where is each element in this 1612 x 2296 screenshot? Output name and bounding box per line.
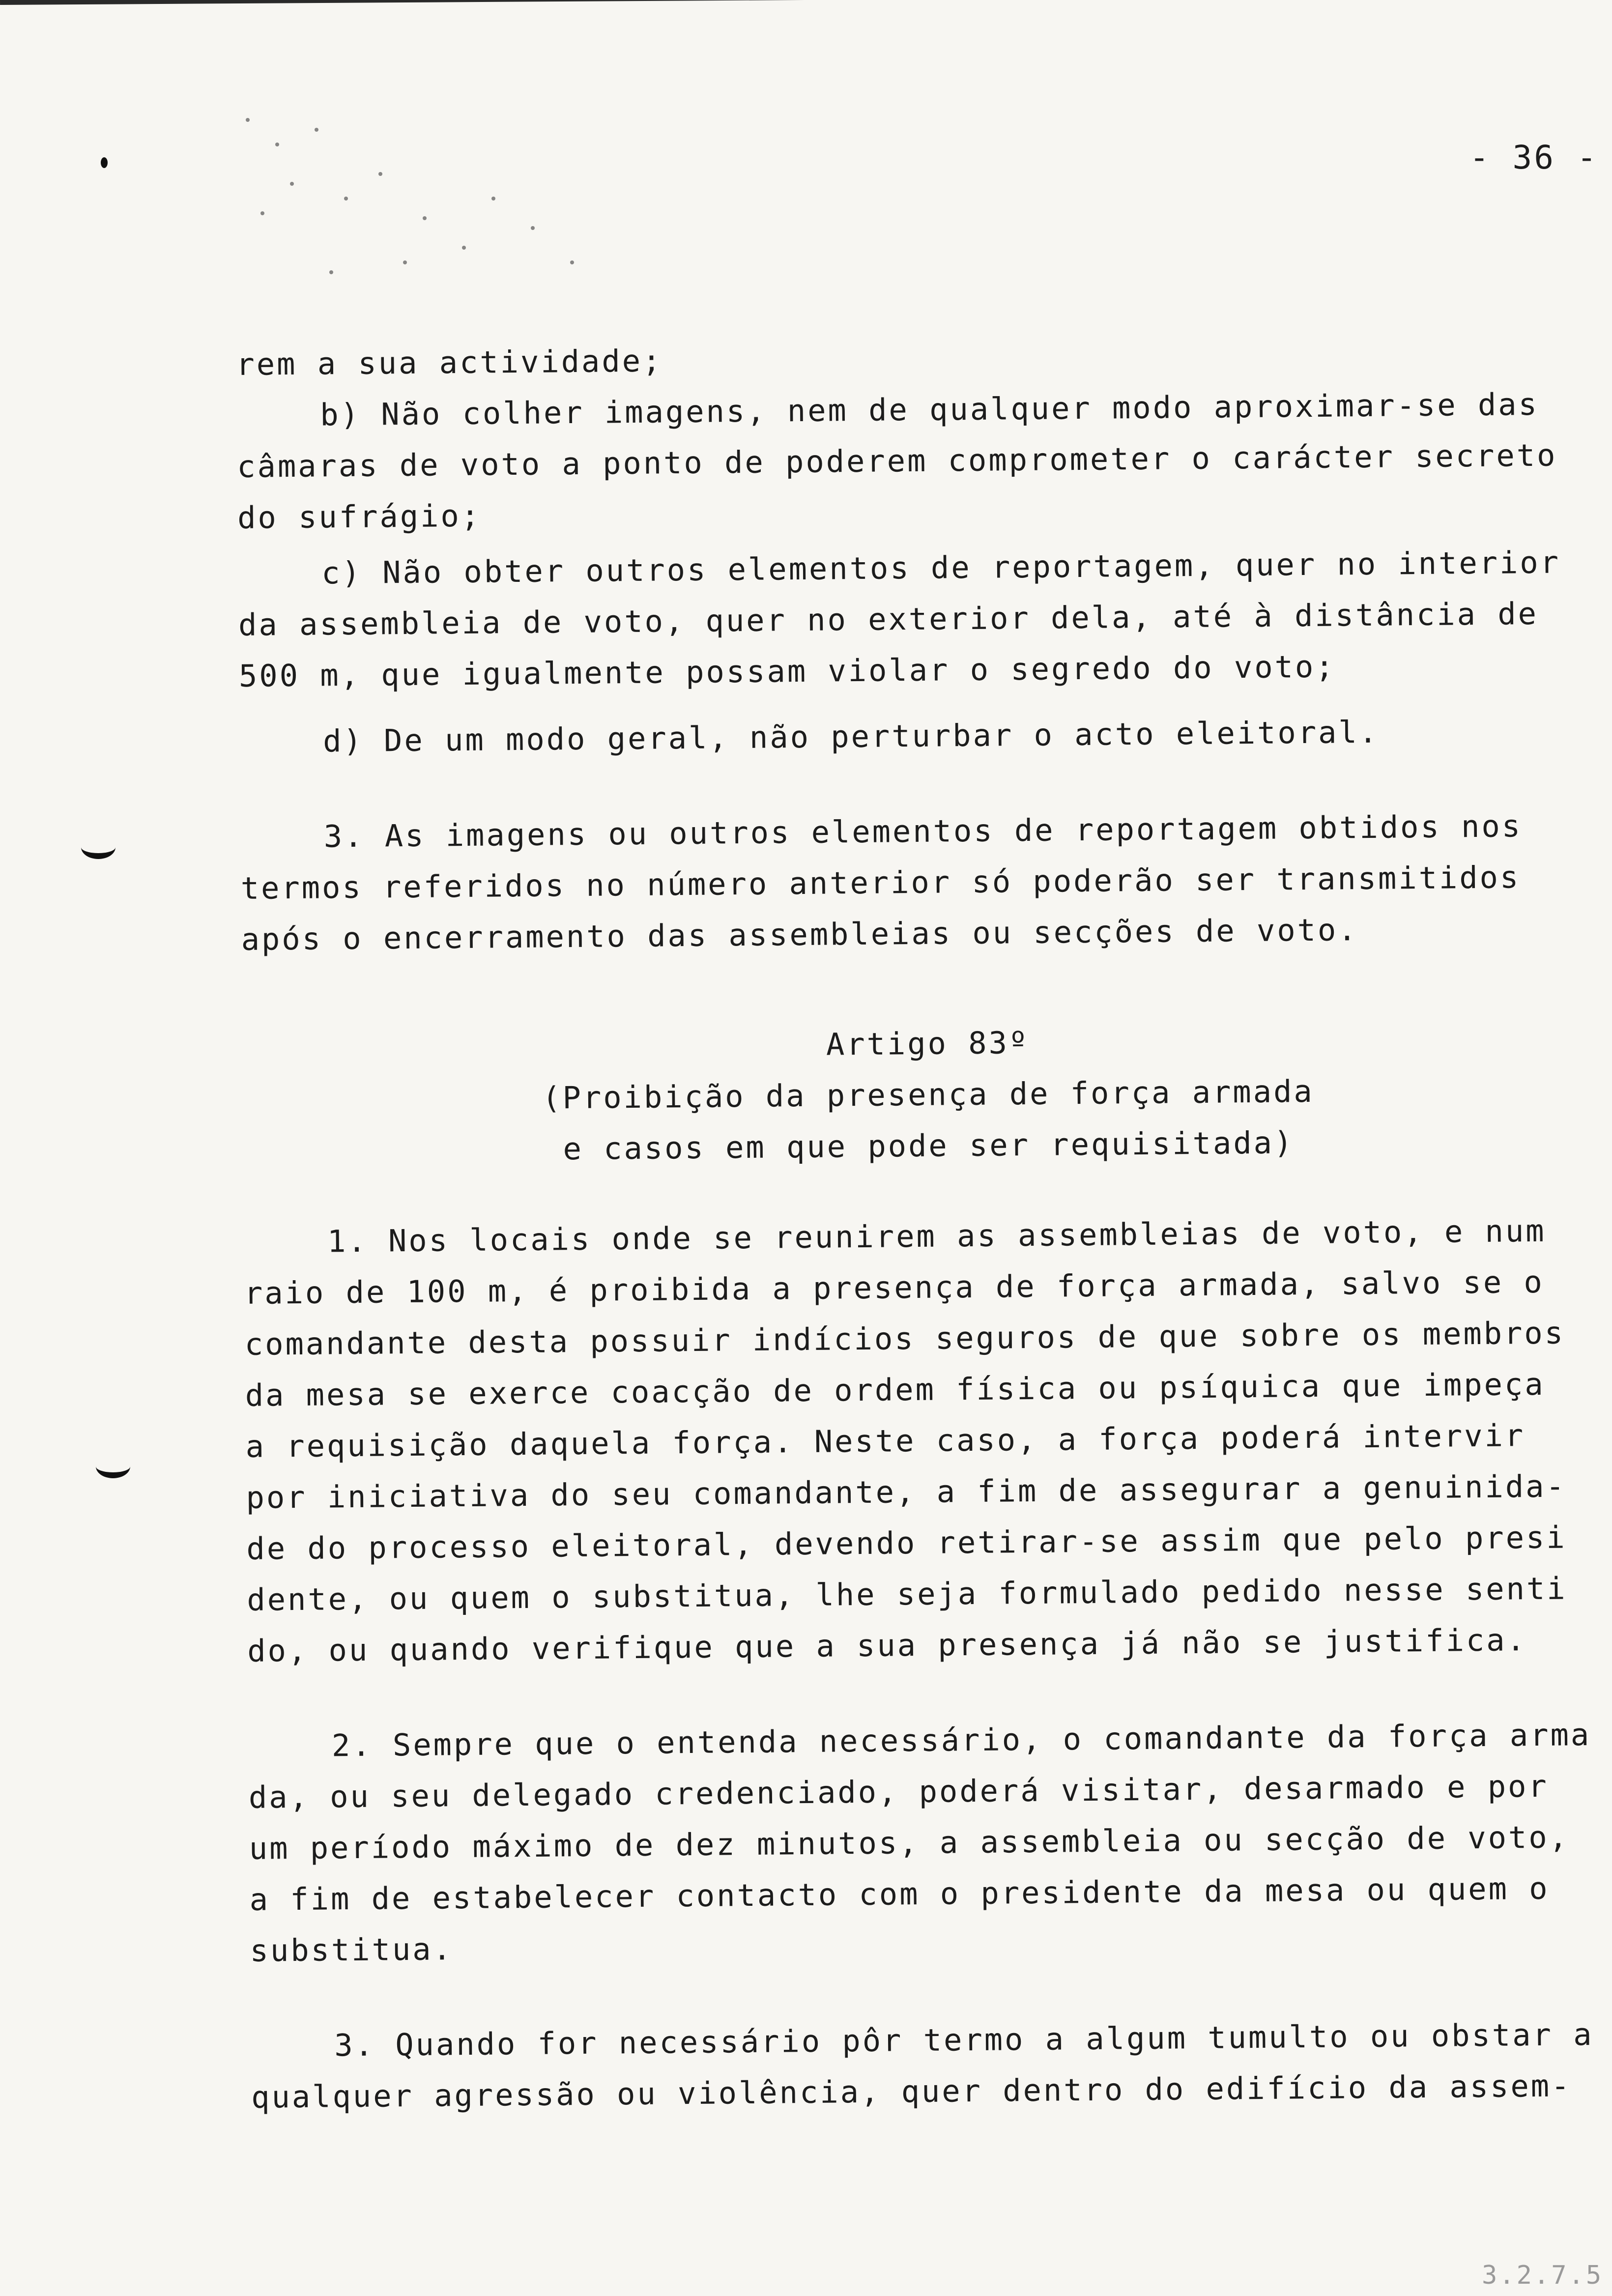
text-line: substitua. <box>250 1931 454 1969</box>
margin-mark <box>96 1455 130 1478</box>
text-line: por iniciativa do seu comandante, a fim de assegurar a genuinida- <box>246 1468 1567 1516</box>
document-body <box>236 327 1612 2123</box>
text-line: após o encerramento das assembleias ou secções de voto. <box>241 912 1358 957</box>
text-line: câmaras de voto a ponto de poderem comprometer o carácter secreto <box>236 437 1557 485</box>
text-line: a fim de estabelecer contacto com o presidente da mesa ou quem o <box>249 1870 1550 1918</box>
text-line: do sufrágio; <box>237 497 482 536</box>
text-line: qualquer agressão ou violência, quer dentro do edifício da assem- <box>251 2067 1572 2115</box>
scan-noise-dots <box>216 98 609 305</box>
text-line: a requisição daquela força. Neste caso, a força poderá intervir <box>245 1417 1526 1464</box>
text-line: c) Não obter outros elementos de reportagem, quer no interior <box>321 544 1561 591</box>
text-line: de do processo eleitoral, devendo retirar-se assim que pelo presi <box>246 1519 1567 1567</box>
text-line: termos referidos no número anterior só poderão ser transmitidos <box>240 859 1521 906</box>
margin-mark <box>101 157 108 168</box>
text-line: da mesa se exerce coacção de ordem física ou psíquica que impeça <box>245 1366 1545 1413</box>
text-line: comandante desta possuir indícios seguros de que sobre os membros <box>244 1315 1565 1362</box>
margin-mark <box>81 835 115 859</box>
text-line: d) De um modo geral, não perturbar o acto eleitoral. <box>322 714 1380 759</box>
text-line: raio de 100 m, é proibida a presença de força armada, salvo se o <box>244 1263 1545 1311</box>
text-line: 500 m, que igualmente possam violar o segredo do voto; <box>238 648 1336 694</box>
page-number: - 36 - <box>1469 139 1599 176</box>
article-title: Artigo 83º <box>826 1024 1030 1062</box>
text-line: 3. Quando for necessário pôr termo a algum tumulto ou obstar a <box>334 2016 1594 2064</box>
text-line: dente, ou quem o substitua, lhe seja formulado pedido nesse senti <box>247 1570 1567 1618</box>
text-line: 1. Nos locais onde se reunirem as assembleias de voto, e num <box>327 1212 1546 1260</box>
text-line: da, ou seu delegado credenciado, poderá visitar, desarmado e por <box>248 1768 1549 1815</box>
text-line: rem a sua actividade; <box>236 343 663 382</box>
text-line: 2. Sempre que o entenda necessário, o comandante da força arma <box>331 1717 1591 1764</box>
text-line: da assembleia de voto, quer no exterior dela, até à distância de <box>238 595 1539 643</box>
text-line: do, ou quando verifique que a sua presença já não se justifica. <box>247 1622 1527 1669</box>
article-heading <box>242 1012 1612 1177</box>
article-subtitle: e casos em que pode ser requisitada) <box>563 1124 1295 1167</box>
footer-stamp: 3.2.7.5 <box>1482 2261 1604 2290</box>
text-line: b) Não colher imagens, nem de qualquer modo aproximar-se das <box>320 386 1539 433</box>
scan-top-edge-line <box>0 0 1081 5</box>
article-subtitle: (Proibição da presença de força armada <box>542 1073 1314 1116</box>
text-line: um período máximo de dez minutos, a assembleia ou secção de voto, <box>249 1819 1570 1866</box>
text-line: 3. As imagens ou outros elementos de reportagem obtidos nos <box>323 808 1523 855</box>
